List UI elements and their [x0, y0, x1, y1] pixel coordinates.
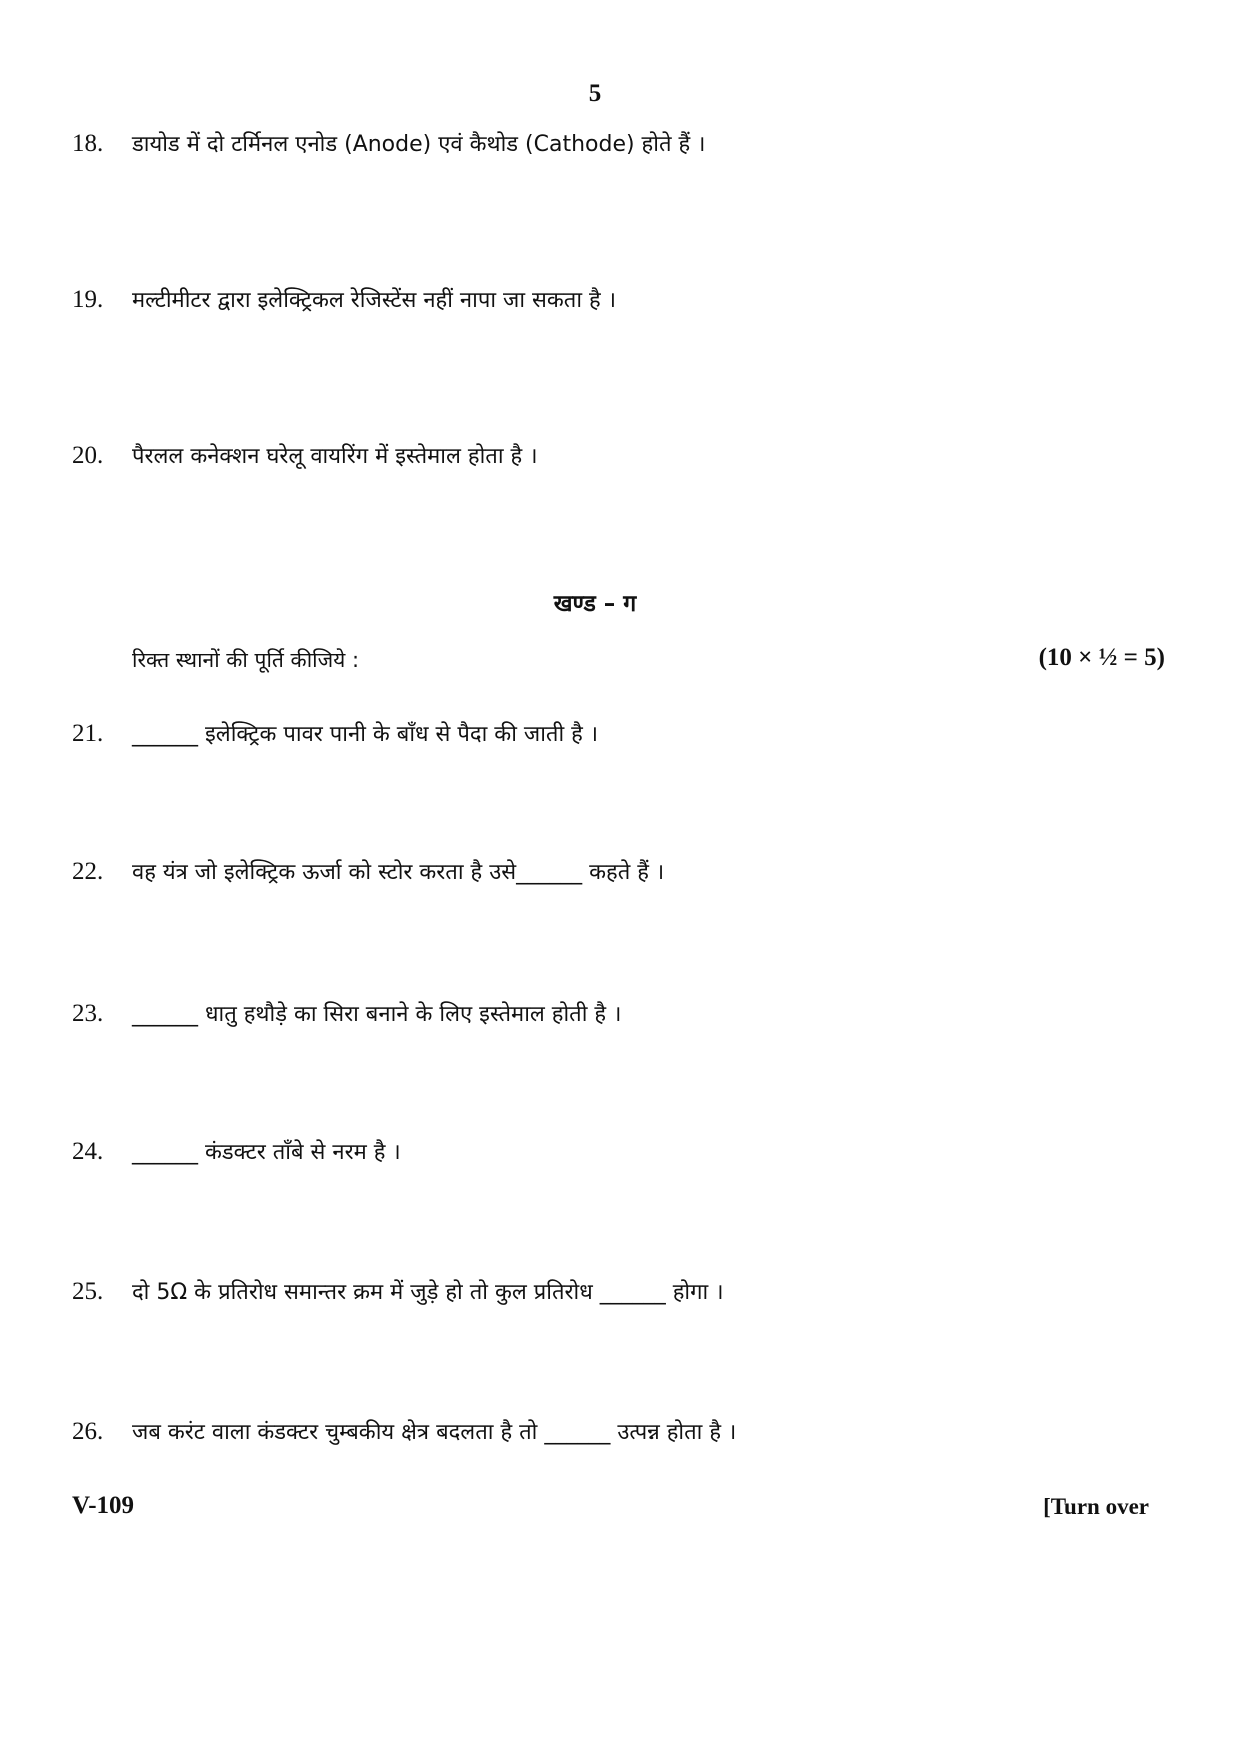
section-title: खण्ड – ग — [553, 591, 637, 617]
question-text: जब करंट वाला कंडक्टर चुम्बकीय क्षेत्र बदलता है तो ______ उत्पन्न होता है । — [132, 1420, 737, 1445]
question-text: मल्टीमीटर द्वारा इलेक्ट्रिकल रेजिस्टेंस नहीं नापा जा सकता है । — [132, 288, 617, 313]
question-26 — [72, 1416, 736, 1449]
question-text: ______ इलेक्ट्रिक पावर पानी के बाँध से पैदा की जाती है । — [132, 722, 599, 747]
section-instruction: रिक्त स्थानों की पूर्ति कीजिये : — [132, 648, 360, 672]
question-22 — [72, 856, 664, 889]
question-number: 23. — [72, 1000, 104, 1027]
question-25 — [72, 1276, 724, 1309]
section-marks: (10 × ½ = 5) — [1038, 644, 1165, 671]
question-text: पैरलल कनेक्शन घरेलू वायरिंग में इस्तेमाल होता है । — [132, 444, 538, 469]
question-24 — [72, 1136, 401, 1169]
question-text: ______ कंडक्टर ताँबे से नरम है । — [132, 1140, 401, 1165]
question-number: 18. — [72, 130, 104, 157]
question-text: डायोड में दो टर्मिनल एनोड (Anode) एवं कैथोड (Cathode) होते हैं । — [132, 132, 706, 157]
question-19 — [72, 284, 616, 317]
question-number: 24. — [72, 1138, 104, 1165]
question-text: ______ धातु हथौड़े का सिरा बनाने के लिए इस्तेमाल होती है । — [132, 1002, 622, 1027]
question-text: वह यंत्र जो इलेक्ट्रिक ऊर्जा को स्टोर करता है उसे______ कहते हैं । — [132, 860, 665, 885]
question-number: 20. — [72, 442, 104, 469]
turn-over-note: [Turn over — [1043, 1494, 1149, 1519]
question-text: दो 5Ω के प्रतिरोध समान्तर क्रम में जुड़े हो तो कुल प्रतिरोध ______ होगा । — [132, 1280, 724, 1305]
question-21 — [72, 718, 598, 751]
question-20 — [72, 440, 538, 473]
page-number: 5 — [588, 80, 602, 107]
question-18 — [72, 128, 706, 161]
question-number: 26. — [72, 1418, 104, 1445]
question-number: 25. — [72, 1278, 104, 1305]
paper-code: V-109 — [72, 1492, 135, 1519]
question-number: 19. — [72, 286, 104, 313]
question-number: 21. — [72, 720, 104, 747]
question-number: 22. — [72, 858, 104, 885]
question-23 — [72, 998, 621, 1031]
